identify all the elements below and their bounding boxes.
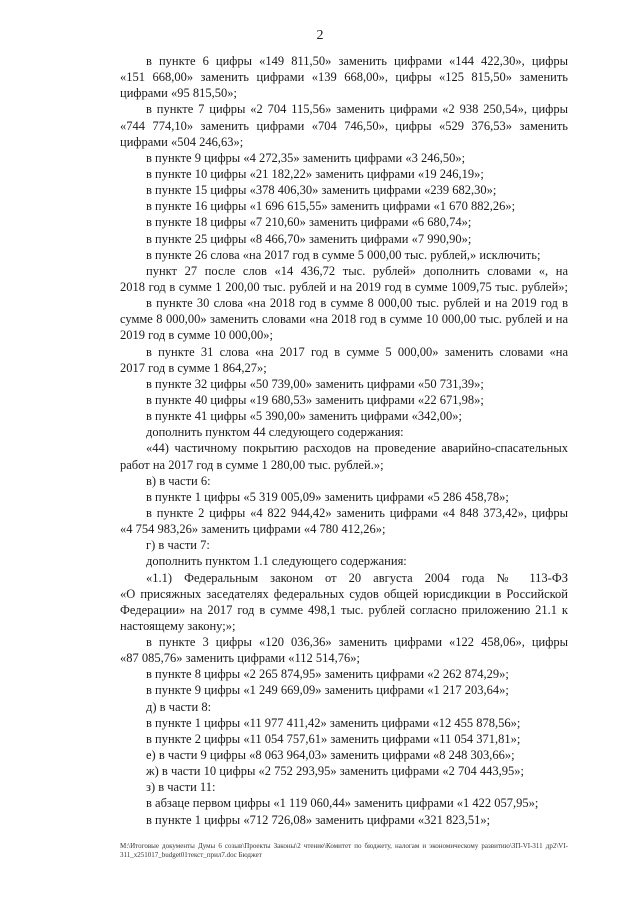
text-line: «4 754 983,26» заменить цифрами «4 780 412,26»; bbox=[120, 522, 386, 537]
text-line: сумме 8 000,00» заменить словами «на 2018 год в сумме 10 000,00 тыс. рублей и на bbox=[120, 312, 568, 327]
text-line: цифрами «95 815,50»; bbox=[120, 86, 237, 101]
text-line: в пункте 16 цифры «1 696 615,55» заменить цифрами «1 670 882,26»; bbox=[146, 199, 516, 214]
text-line: в пункте 26 слова «на 2017 год в сумме 5 000,00 тыс. рублей,» исключить; bbox=[146, 247, 541, 262]
text-line: в пункте 9 цифры «1 249 669,09» заменить цифрами «1 217 203,64»; bbox=[146, 683, 509, 698]
text-line: д) в части 8: bbox=[146, 699, 212, 714]
text-line: «44) частичному покрытию расходов на проведение аварийно-спасательных bbox=[146, 441, 568, 456]
footer-file-name: 311_х251017_budget01текст_прил7.doc Бюджет bbox=[120, 851, 262, 859]
text-line: в пункте 18 цифры «7 210,60» заменить цифрами «6 680,74»; bbox=[146, 215, 472, 230]
text-line: «О присяжных заседателях федеральных судов общей юрисдикции в Российской bbox=[120, 586, 568, 601]
text-line: в пункте 7 цифры «2 704 115,56» заменить цифрами «2 938 250,54», цифры bbox=[146, 102, 568, 117]
text-line: в пункте 30 слова «на 2018 год в сумме 8 000,00 тыс. рублей и на 2019 год в bbox=[146, 296, 568, 311]
text-line: в пункте 1 цифры «5 319 005,09» заменить цифрами «5 286 458,78»; bbox=[146, 489, 509, 504]
text-line: в пункте 9 цифры «4 272,35» заменить цифрами «3 246,50»; bbox=[146, 150, 466, 165]
text-line: дополнить пунктом 44 следующего содержания: bbox=[146, 425, 404, 440]
text-line: в пункте 10 цифры «21 182,22» заменить цифрами «19 246,19»; bbox=[146, 166, 484, 181]
text-line: 2019 год в сумме 10 000,00»; bbox=[120, 328, 274, 343]
text-line: Федерации» на 2017 год в сумме 498,1 тыс. рублей согласно приложению 21.1 к bbox=[120, 602, 568, 617]
text-line: пункт 27 после слов «14 436,72 тыс. рублей» дополнить словами «, на bbox=[146, 263, 568, 278]
text-line: ж) в части 10 цифры «2 752 293,95» заменить цифрами «2 704 443,95»; bbox=[146, 764, 524, 779]
text-line: цифрами «504 246,63»; bbox=[120, 134, 244, 149]
text-line: 2017 год в сумме 1 864,27»; bbox=[120, 360, 267, 375]
text-line: в пункте 2 цифры «11 054 757,61» заменить цифрами «11 054 371,81»; bbox=[146, 731, 521, 746]
text-line: настоящему закону;»; bbox=[120, 618, 236, 633]
text-line: в пункте 6 цифры «149 811,50» заменить цифрами «144 422,30», цифры bbox=[146, 54, 568, 68]
text-line: в пункте 40 цифры «19 680,53» заменить цифрами «22 671,98»; bbox=[146, 392, 484, 407]
text-line: «744 774,10» заменить цифрами «704 746,50», цифры «529 376,53» заменить bbox=[120, 118, 568, 133]
document-footer bbox=[120, 842, 568, 860]
text-line: в пункте 25 цифры «8 466,70» заменить цифрами «7 990,90»; bbox=[146, 231, 472, 246]
text-line: е) в части 9 цифры «8 063 964,03» заменить цифрами «8 248 303,66»; bbox=[146, 748, 515, 763]
document-body bbox=[120, 53, 568, 828]
text-line: дополнить пунктом 1.1 следующего содержания: bbox=[146, 554, 407, 569]
text-line: «1.1) Федеральным законом от 20 августа 2004 года № 113-ФЗ bbox=[146, 570, 568, 585]
text-line: в пункте 31 слова «на 2017 год в сумме 5 000,00» заменить словами «на bbox=[146, 344, 568, 359]
text-line: з) в части 11: bbox=[146, 780, 216, 795]
text-line: в пункте 1 цифры «712 726,08» заменить цифрами «321 823,51»; bbox=[146, 812, 491, 827]
text-line: в пункте 1 цифры «11 977 411,42» заменить цифрами «12 455 878,56»; bbox=[146, 715, 521, 730]
text-line: «87 085,76» заменить цифрами «112 514,76»; bbox=[120, 651, 360, 666]
text-line: г) в части 7: bbox=[146, 538, 210, 553]
text-line: в пункте 32 цифры «50 739,00» заменить цифрами «50 731,39»; bbox=[146, 376, 484, 391]
text-line: 2018 год в сумме 1 200,00 тыс. рублей и на 2019 год в сумме 1009,75 тыс. рублей»; bbox=[120, 279, 568, 294]
text-line: в) в части 6: bbox=[146, 473, 211, 488]
text-line: в пункте 8 цифры «2 265 874,95» заменить цифрами «2 262 874,29»; bbox=[146, 667, 509, 682]
text-line: в пункте 15 цифры «378 406,30» заменить цифрами «239 682,30»; bbox=[146, 183, 497, 198]
text-line: в пункте 2 цифры «4 822 944,42» заменить цифрами «4 848 373,42», цифры bbox=[146, 505, 568, 520]
page-number: 2 bbox=[316, 28, 324, 43]
text-line: в пункте 41 цифры «5 390,00» заменить цифрами «342,00»; bbox=[146, 409, 462, 424]
text-line: в пункте 3 цифры «120 036,36» заменить цифрами «122 458,06», цифры bbox=[146, 635, 568, 650]
text-line: работ на 2017 год в сумме 1 280,00 тыс. рублей.»; bbox=[120, 457, 384, 472]
footer-file-path: M:\Итоговые документы Думы 6 созыв\Проекты Законы\2 чтение\Комитет по бюджету, налогам и экономическому развитию\ЗП-VI-311 др2\VI- bbox=[120, 842, 568, 850]
text-line: в абзаце первом цифры «1 119 060,44» заменить цифрами «1 422 057,95»; bbox=[146, 796, 539, 811]
text-line: «151 668,00» заменить цифрами «139 668,00», цифры «125 815,50» заменить bbox=[120, 70, 568, 85]
